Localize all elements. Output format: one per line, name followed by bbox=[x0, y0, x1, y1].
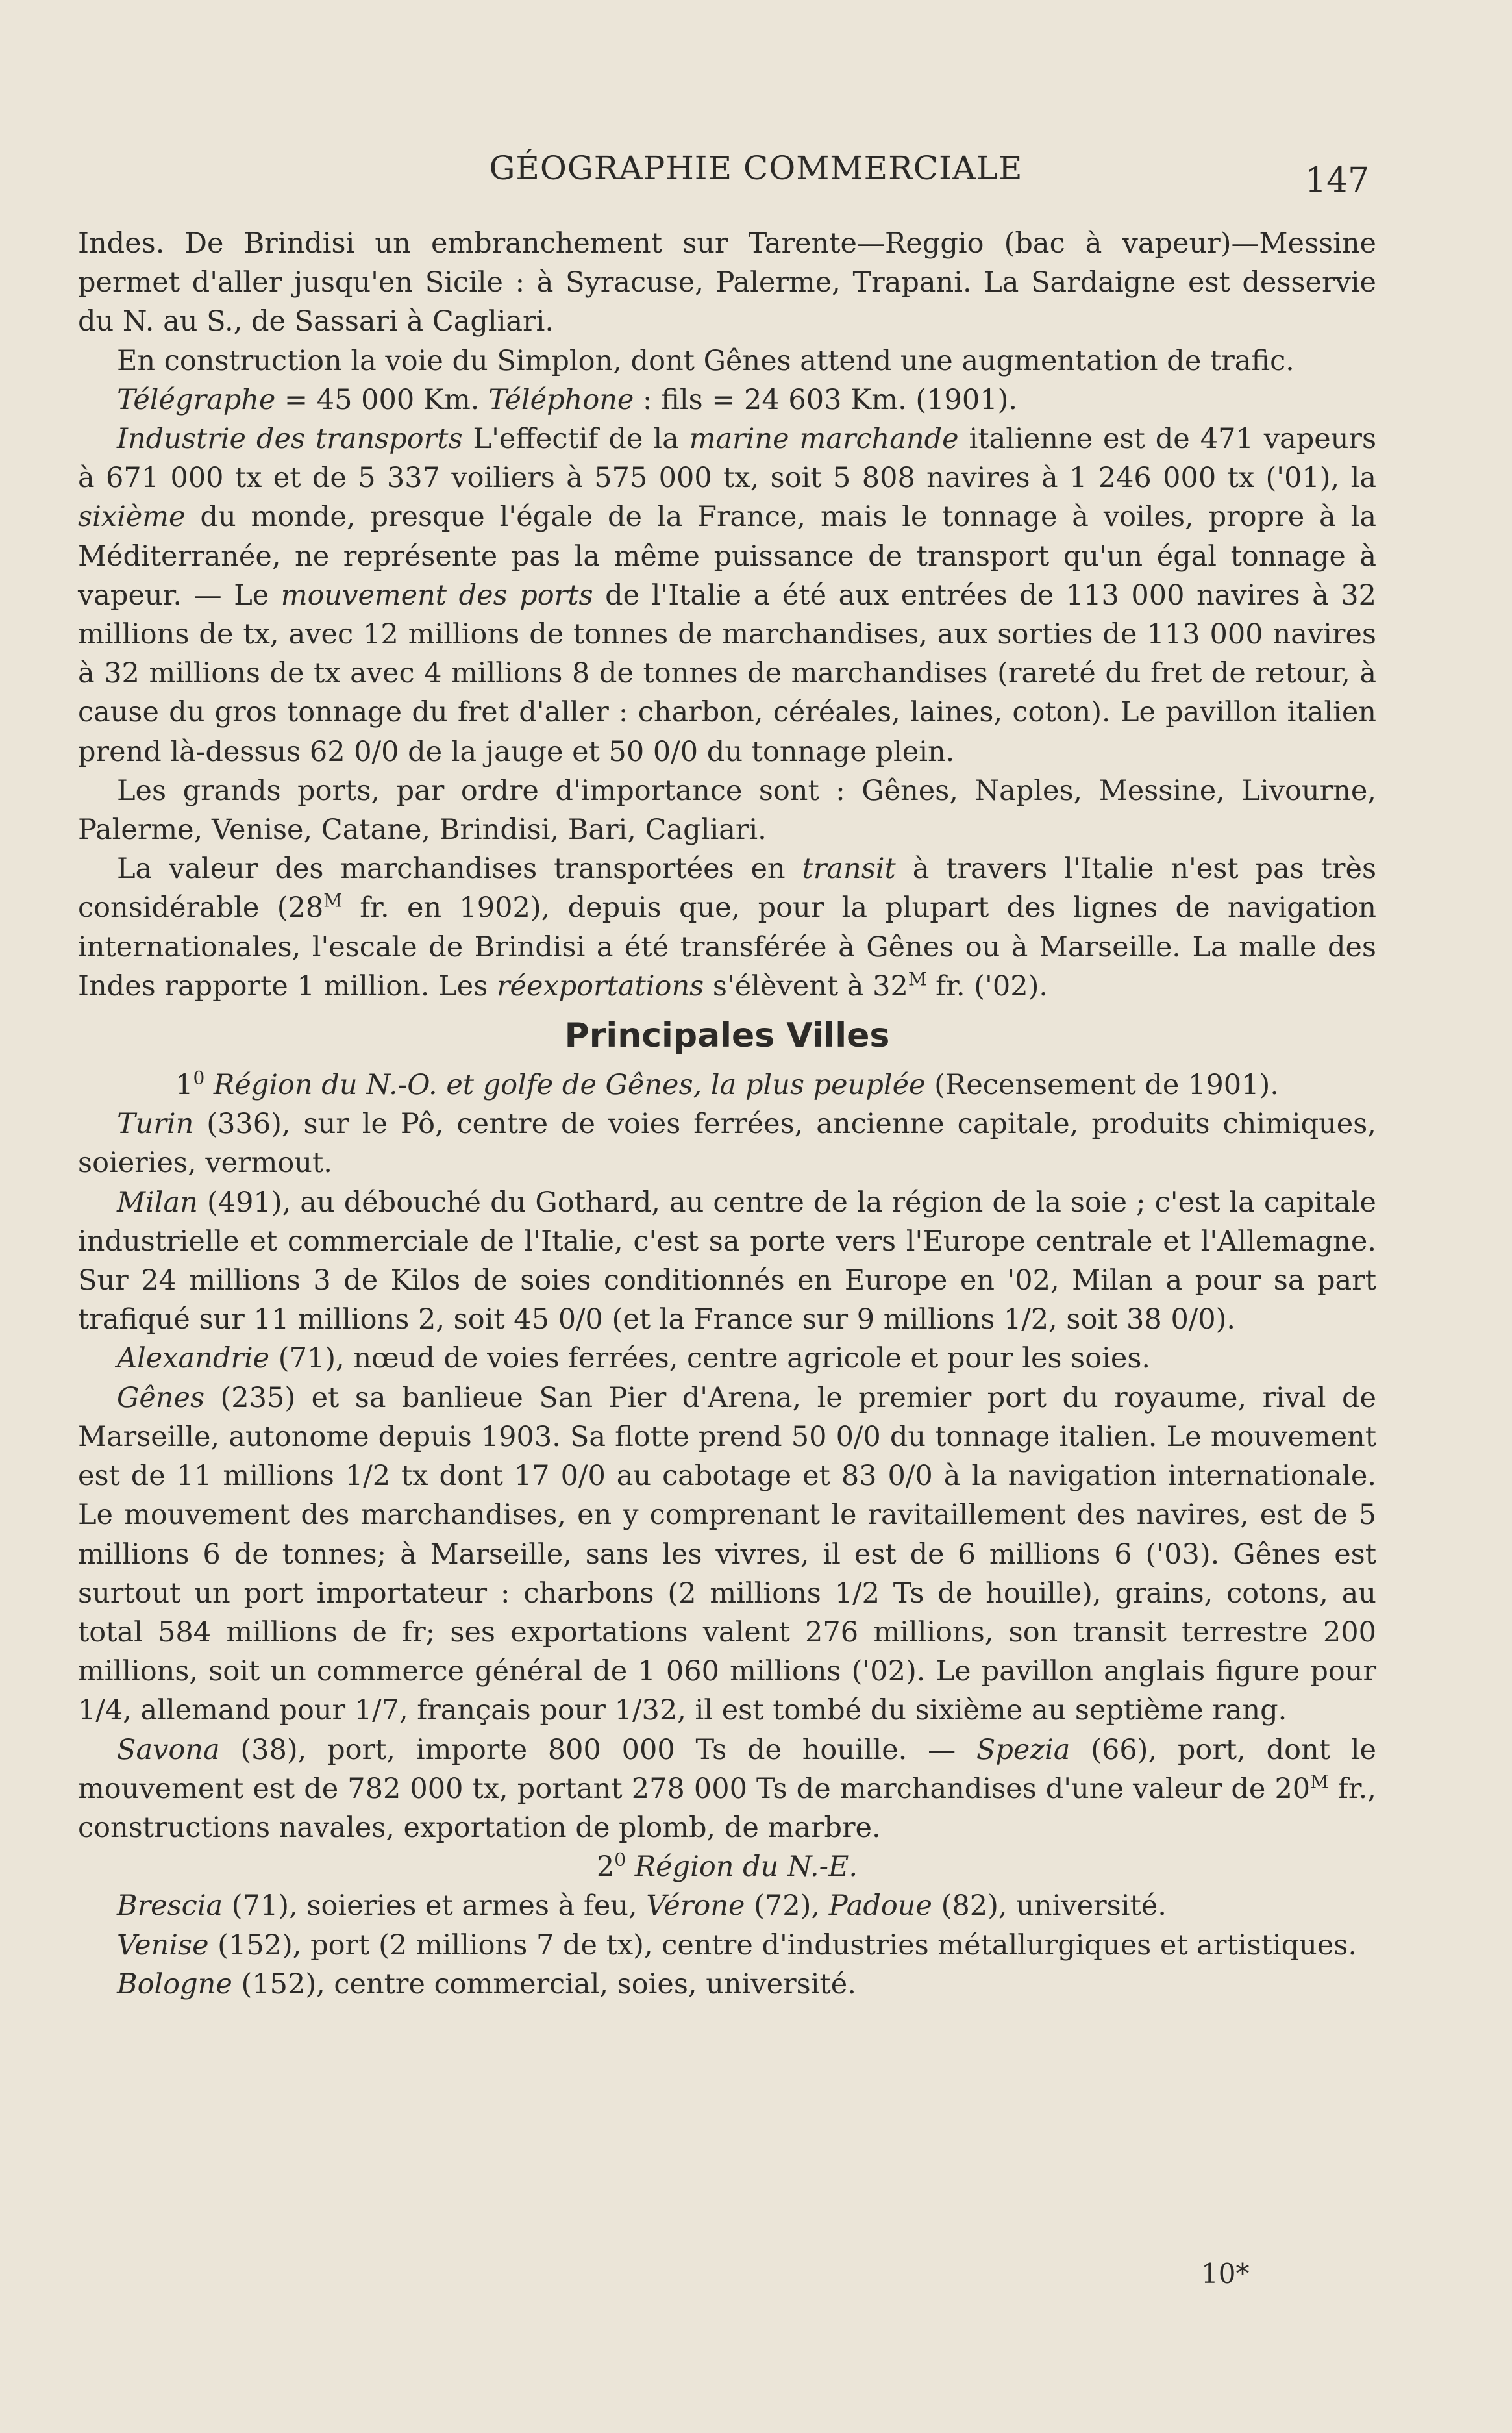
section-heading: Principales Villes bbox=[564, 1016, 890, 1056]
paragraph-grands-ports: Les grands ports, par ordre d'importance sont : Gênes, Naples, Messine, Livourne, Palerme, Venise, Catane, Brindisi, Bari, Cagliari. bbox=[78, 774, 1376, 847]
city-genes: Gênes (235) et sa banlieue San Pier d'Arena, le premier port du royaume, rival de Marseille, autonome depuis 1903. Sa flotte prend 50 0/0 du tonnage italien. Le mouvement est de 11 millions 1/2 tx dont 17 0/0 au cabotage et 83 0/0 à la navigation internationale. Le mouvement des marchandises, en y comprenant le ravitaillement des navires, est de 5 millions 6 de tonnes; à Marseille, sans les vivres, il est de 6 millions 6 ('03). Gênes est surtout un port importateur : charbons (2 millions 1/2 Ts de houille), grains, cotons, au total 584 millions de fr; ses exportations valent 276 millions, son transit terrestre 200 millions, soit un commerce général de 1 060 millions ('02). Le pavillon anglais figure pour 1/4, allemand pour 1/7, français pour 1/32, il est tombé du sixième au septième rang. bbox=[78, 1381, 1377, 1727]
page-number: 147 bbox=[1305, 161, 1370, 200]
city-savona-spezia: Savona (38), port, importe 800 000 Ts de houille. — Spezia (66), port, dont le mouvement est de 782 000 tx, portant 278 000 Ts de marchandises d'une valeur de $20^M$ fr., constructions navales, exportation de plomb, de marbre. bbox=[78, 1733, 1376, 1844]
region-1-heading: $1^0$ Région du N.-O. et golfe de Gênes, la plus peuplée (Recensement de 1901). bbox=[175, 1067, 1279, 1102]
city-turin: Turin (336), sur le Pô, centre de voies ferrées, ancienne capitale, produits chimiques, soieries, vermout. bbox=[78, 1108, 1376, 1180]
city-brescia-verone-padoue: Brescia (71), soieries et armes à feu, Vérone (72), Padoue (82), université. bbox=[117, 1890, 1167, 1923]
paragraph-industrie-transports: Industrie des transports L'effectif de la marine marchande italienne est de 471 vapeurs à 671 000 tx et de 5 337 voiliers à 575 000 tx, soit 5 808 navires à 1 246 000 tx ('01), la sixième du monde, presque l'égale de la France, mais le tonnage à voiles, propre à la Méditerranée, ne représente pas la même puissance de transport qu'un égal tonnage à vapeur. — Le mouvement des ports de l'Italie a été aux entrées de 113 000 navires à 32 millions de tx, avec 12 millions de tonnes de marchandises, aux sorties de 113 000 navires à 32 millions de tx avec 4 millions 8 de tonnes de marchandises (rareté du fret de retour, à cause du gros tonnage du fret d'aller : charbon, céréales, laines, coton). Le pavillon italien prend là-dessus 62 0/0 de la jauge et 50 0/0 du tonnage plein. bbox=[78, 423, 1377, 768]
paragraph-indes: Indes. De Brindisi un embranchement sur Tarente—Reggio (bac à vapeur)—Messine permet d'aller jusqu'en Sicile : à Syracuse, Palerme, Trapani. La Sardaigne est desservie du N. au S., de Sassari à Cagliari. bbox=[78, 227, 1376, 338]
city-bologne: Bologne (152), centre commercial, soies, université. bbox=[117, 1967, 856, 2001]
body-text bbox=[78, 224, 1376, 2004]
region-2-heading: $2^0$ Région du N.-E. bbox=[596, 1849, 858, 1884]
term-telephone: Téléphone bbox=[488, 383, 634, 416]
paragraph-simplon: En construction la voie du Simplon, dont Gênes attend une augmentation de trafic. bbox=[117, 344, 1295, 377]
term-industrie-transports: Industrie des transports bbox=[117, 423, 463, 456]
term-telegraphe: Télégraphe bbox=[117, 383, 276, 416]
signature-mark: 10* bbox=[1201, 2258, 1250, 2290]
paragraph-telegraphe: Télégraphe = 45 000 Km. Téléphone : fils = 24 603 Km. (1901). bbox=[117, 383, 1018, 416]
city-alexandrie: Alexandrie (71), nœud de voies ferrées, centre agricole et pour les soies. bbox=[117, 1342, 1151, 1375]
paragraph-transit: La valeur des marchandises transportées en transit à travers l'Italie n'est pas très considérable ($28^M$ fr. en 1902), depuis que, pour la plupart des lignes de navigation internationales, l'escale de Brindisi a été transférée à Gênes ou à Marseille. La malle des Indes rapporte 1 million. Les réexportations s'élèvent à $32^M$ fr. ('02). bbox=[78, 853, 1377, 1003]
city-venise: Venise (152), port (2 millions 7 de tx), centre d'industries métallurgiques et artistiques. bbox=[117, 1928, 1357, 1962]
running-title: GÉOGRAPHIE COMMERCIALE bbox=[489, 149, 1023, 187]
city-milan: Milan (491), au débouché du Gothard, au centre de la région de la soie ; c'est la capitale industrielle et commerciale de l'Italie, c'est sa porte vers l'Europe centrale et l'Allemagne. Sur 24 millions 3 de Kilos de soies conditionnés en Europe en '02, Milan a pour sa part trafiqué sur 11 millions 2, soit 45 0/0 (et la France sur 9 millions 1/2, soit 38 0/0). bbox=[78, 1186, 1376, 1336]
